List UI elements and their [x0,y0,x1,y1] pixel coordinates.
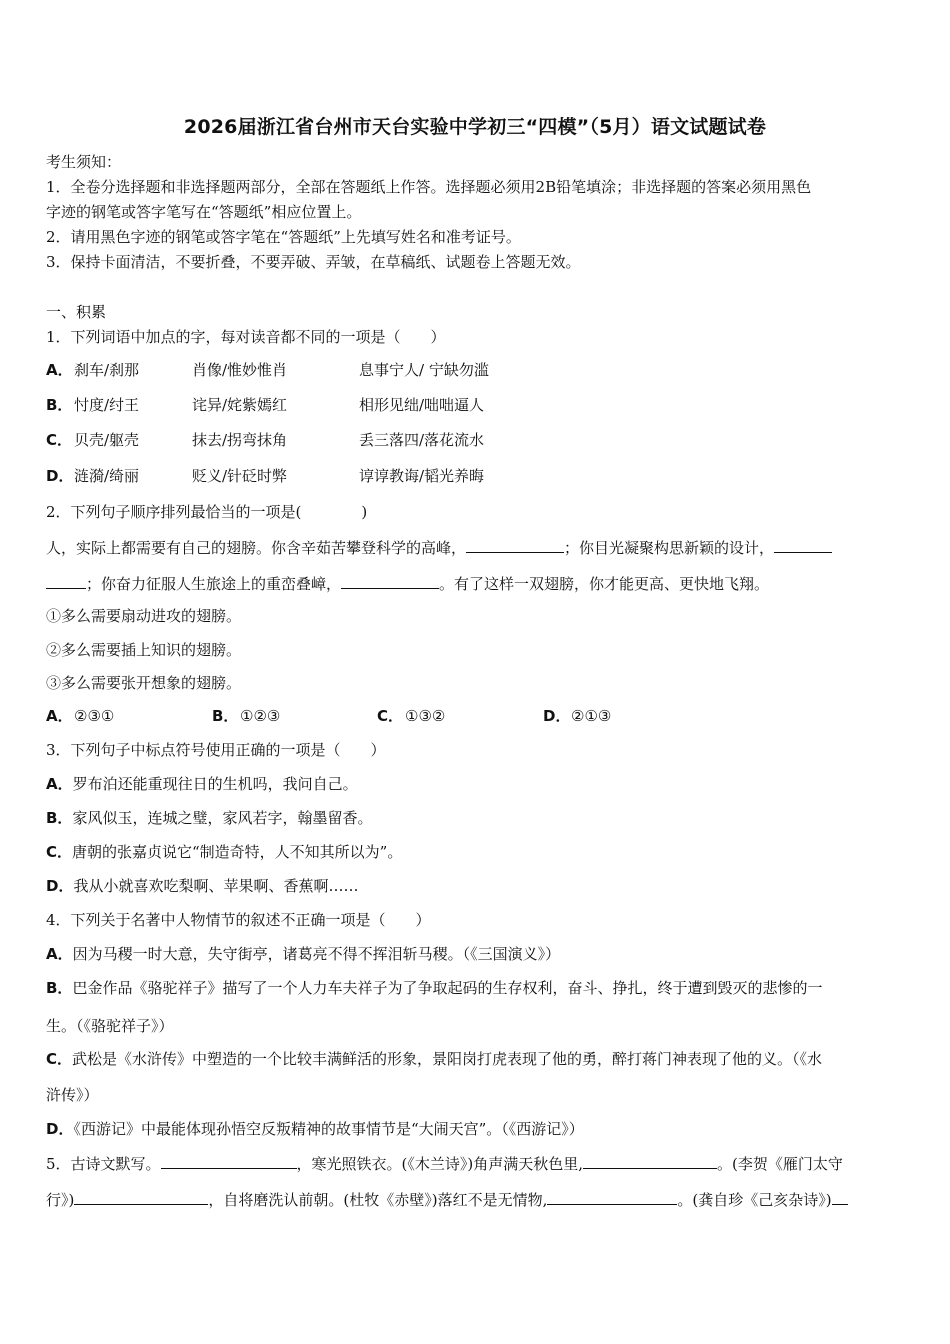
option-word: 相形见绌/咄咄逼人 [359,396,485,414]
q2-sentence-2: ②多么需要插上知识的翅膀。 [46,641,242,659]
option-word: 刹车/刹那 [74,361,140,379]
option-label: C． [46,431,73,449]
answer-blank[interactable] [341,573,439,589]
answer-blank[interactable] [583,1153,717,1169]
option-text: 唐朝的张嘉贞说它“制造奇特，人不知其所以为”。 [72,843,403,861]
q4-stem: 4．下列关于名著中人物情节的叙述不正确一项是（ ） [46,911,431,929]
notice-item-2: 2．请用黑色字迹的钢笔或答字笔在“答题纸”上先填写姓名和准考证号。 [46,228,521,246]
option-label: C． [46,1050,73,1068]
option-word: 抹去/拐弯抹角 [192,431,288,449]
option-label: B． [46,809,73,827]
q3-stem: 3．下列句子中标点符号使用正确的一项是（ ） [46,741,386,759]
q5-line-2 [46,1189,848,1210]
answer-blank[interactable] [74,1189,208,1205]
option-text: ②①③ [571,707,612,725]
option-word: 息事宁人/ 宁缺勿滥 [359,361,489,379]
option-text: ①③② [405,707,446,725]
q5-text: 。(龚自珍《己亥杂诗》) [677,1191,832,1209]
option-word: 涟漪/绮丽 [74,467,140,485]
option-label: D． [46,467,74,485]
q3-option-a [46,774,358,794]
q1-stem: 1．下列词语中加点的字，每对读音都不同的一项是（ ） [46,328,446,346]
notice-heading: 考生须知： [46,153,122,171]
q3-option-c [46,842,402,862]
option-word: 诧异/姹紫嫣红 [192,396,288,414]
option-text: ②③① [74,707,115,725]
option-label: A． [46,361,73,379]
option-word: 忖度/纣王 [74,396,140,414]
q5-text: ，寒光照铁衣。(《木兰诗》)角声满天秋色里, [296,1155,584,1173]
passage-text: 。有了这样一双翅膀，你才能更高、更快地飞翔。 [439,575,770,593]
q4-option-a [46,944,560,964]
q4-option-d [46,1119,584,1139]
option-label: D． [46,877,74,895]
option-word: 丢三落四/落花流水 [359,431,485,449]
option-text: 家风似玉，连城之璧，家风若字，翰墨留香。 [72,809,373,827]
option-label: D． [543,707,571,725]
option-label: B． [46,979,73,997]
section-heading: 一、积累 [46,303,107,321]
passage-text: ；你目光凝聚构思新颖的设计， [564,539,775,557]
q3-option-d [46,876,358,896]
notice-item-3: 3．保持卡面清洁，不要折叠，不要弄破、弄皱，在草稿纸、试题卷上答题无效。 [46,253,581,271]
option-text: 巴金作品《骆驼祥子》描写了一个人力车夫祥子为了争取起码的生存权利，奋斗、挣扎，终于遭到毁灭的悲惨的一 [72,979,823,997]
option-word: 贬义/针砭时弊 [192,467,288,485]
option-text: 因为马稷一时大意，失守街亭，诸葛亮不得不挥泪斩马稷。（《三国演义》） [72,945,561,963]
answer-blank[interactable] [774,537,832,553]
q2-sentence-1: ①多么需要扇动进攻的翅膀。 [46,607,242,625]
option-label: C． [377,707,404,725]
option-label: C． [46,843,73,861]
answer-blank[interactable] [832,1189,848,1205]
option-word: 肖像/惟妙惟肖 [192,361,288,379]
passage-text: 人，实际上都需要有自己的翅膀。你含辛茹苦攀登科学的高峰， [46,539,467,557]
option-label: B． [46,396,73,414]
q3-option-b [46,808,372,828]
q4-option-c [46,1049,822,1069]
q4-option-b [46,978,822,998]
option-word: 谆谆教诲/韬光养晦 [359,467,485,485]
option-text: 武松是《水浒传》中塑造的一个比较丰满鲜活的形象，景阳岗打虎表现了他的勇，醉打蒋门神表现了他的义。（《水 [72,1050,823,1068]
option-text: 我从小就喜欢吃梨啊、苹果啊、香蕉啊…… [73,877,359,895]
option-label: A． [46,707,73,725]
option-word: 贝壳/躯壳 [74,431,140,449]
answer-blank[interactable] [466,537,564,553]
q2-passage-line-1 [46,537,832,558]
option-label: D． [46,1120,74,1138]
notice-item-1: 1．全卷分选择题和非选择题两部分，全部在答题纸上作答。选择题必须用2B铅笔填涂；非选择题的答案必须用黑色 [46,178,812,196]
q2-passage-line-2 [46,573,769,594]
option-label: A． [46,945,73,963]
q5-text: ，自将磨洗认前朝。(杜牧《赤壁》)落红不是无情物, [208,1191,548,1209]
answer-blank[interactable] [46,573,86,589]
passage-text: ；你奋力征服人生旅途上的重峦叠嶂， [86,575,342,593]
notice-item-1-cont: 字迹的钢笔或答字笔写在“答题纸”相应位置上。 [46,203,362,221]
q5-text: 行》) [46,1191,75,1209]
option-text: 《西游记》中最能体现孙悟空反叛精神的故事情节是“大闹天宫”。（《西游记》） [73,1120,584,1138]
answer-blank[interactable] [161,1153,297,1169]
q5-text: 。(李贺《雁门太守 [717,1155,843,1173]
q4-option-b-cont: 生。（《骆驼祥子》） [46,1017,174,1035]
option-text: 罗布泊还能重现往日的生机吗，我问自己。 [72,775,358,793]
option-label: B． [212,707,239,725]
q2-stem: 2．下列句子顺序排列最恰当的一项是( ) [46,503,368,521]
q5-line-1 [46,1153,843,1174]
page-title: 2026届浙江省台州市天台实验中学初三“四模”（5月）语文试题试卷 [183,116,767,138]
q4-option-c-cont: 浒传》） [46,1086,99,1104]
option-text: ①②③ [240,707,281,725]
q5-text: 5．古诗文默写。 [46,1155,161,1173]
answer-blank[interactable] [547,1189,677,1205]
option-label: A． [46,775,73,793]
q2-sentence-3: ③多么需要张开想象的翅膀。 [46,674,242,692]
